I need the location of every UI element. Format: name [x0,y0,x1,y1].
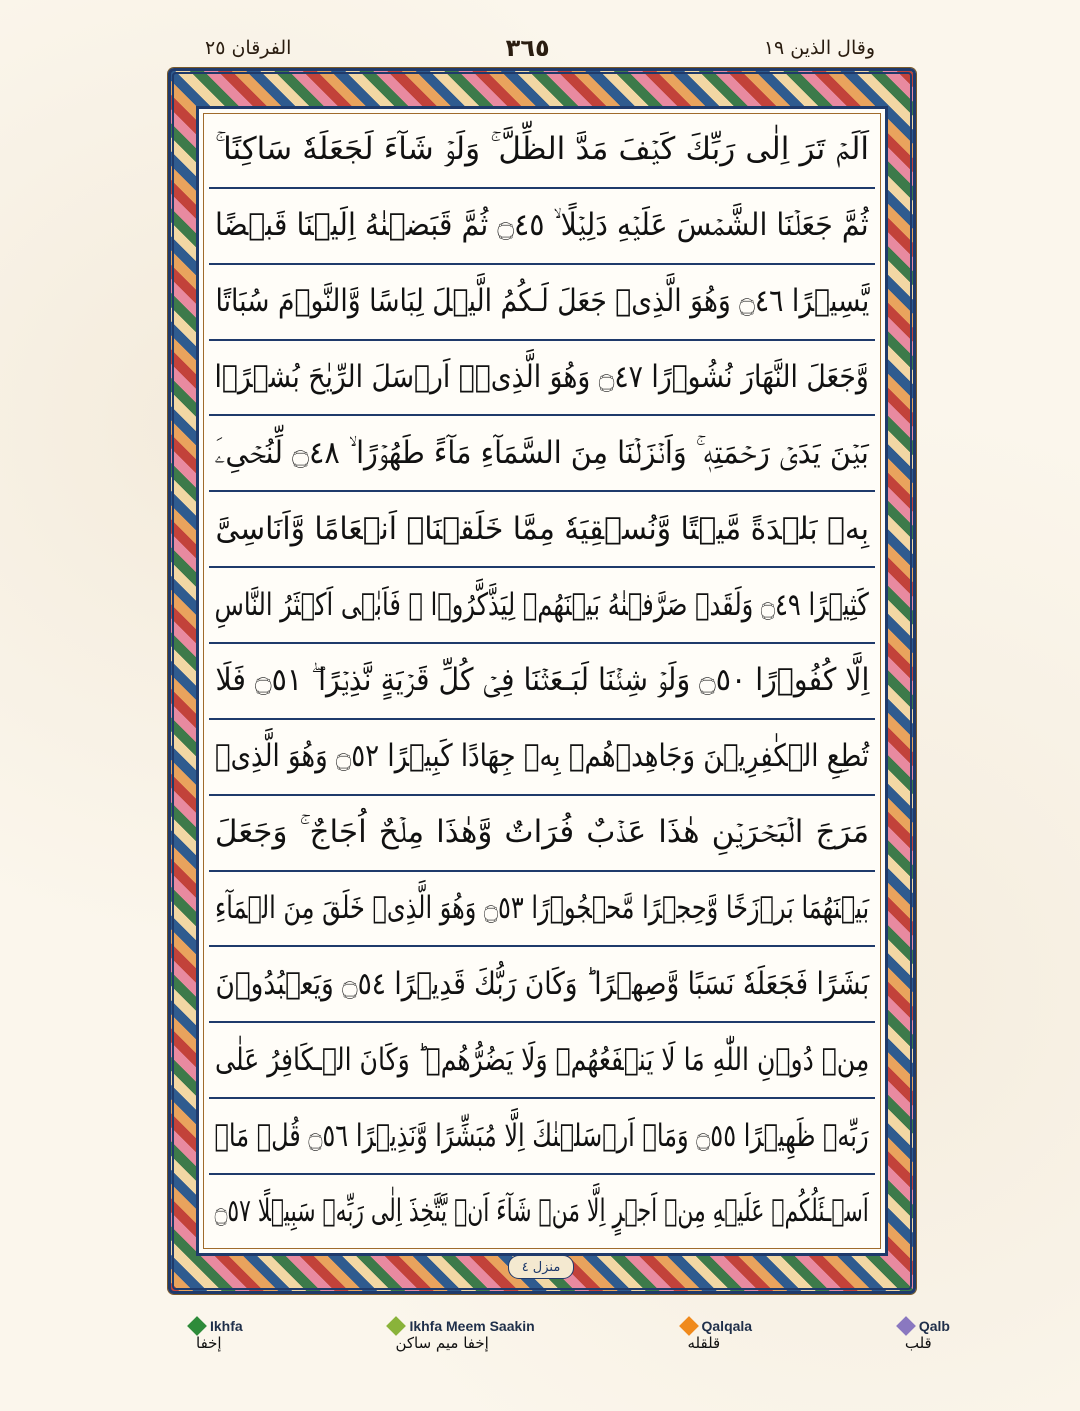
verse-line: ثُمَّ جَعَلۡنَا الشَّمۡسَ عَلَيۡهِ دَلِيۡلًا ۙ ۝٤٥ ثُمَّ قَبَضۡنٰهُ اِلَيۡنَا قَبۡضًا [209,189,875,265]
verse-line: بِهٖ بَلۡدَةً مَّيۡتًا وَّنُسۡقِيَهٗ مِمَّا خَلَقۡنَاۤ اَنۡعَامًا وَّاَنَاسِىَّ [209,492,875,568]
page-header [205,28,875,68]
surah-name: الفرقان ٢٥ [205,37,292,59]
verse-line: اَسۡـئَلُكُمۡ عَلَيۡهِ مِنۡ اَجۡرٍ اِلَّا مَنۡ شَآءَ اَنۡ يَّتَّخِذَ اِلٰى رَبِّهٖ سَبِيۡلًا ۝٥٧ [214,1193,870,1230]
legend-item-ikhfa-meem-saakin: Ikhfa Meem Saakin إخفا ميم ساكن [389,1318,534,1398]
manzil-marker: منزل ٤ [508,1255,574,1279]
verse-line: مِنۡ دُوۡنِ اللّٰهِ مَا لَا يَنۡفَعُهُمۡ وَلَا يَضُرُّهُمۡ ؕ وَكَانَ الۡـكَافِرُ عَلٰى [209,1023,875,1099]
verse-line: بَيۡنَ يَدَىۡ رَحۡمَتِهٖ ۚ وَاَنۡزَلۡنَا مِنَ السَّمَآءِ مَآءً طَهُوۡرًا ۙ ۝٤٨ لِّنُحۡیِۦَ [209,416,875,492]
verse-line: بَشَرًا فَجَعَلَهٗ نَسَبًا وَّصِهۡرًا ؕ وَكَانَ رَبُّكَ قَدِيۡرًا ۝٥٤ وَيَعۡبُدُوۡنَ [209,947,875,1023]
diamond-icon [896,1316,916,1336]
verse-line: وَّجَعَلَ النَّهَارَ نُشُوۡرًا ۝٤٧ وَهُوَ الَّذِىۡۤ اَرۡسَلَ الرِّيٰحَ بُشۡرًۢا [209,341,875,417]
diamond-icon [187,1316,207,1336]
page-number: ٣٦٥ [505,34,550,62]
verse-line: كَثِيۡرًا ۝٤٩ وَلَقَدۡ صَرَّفۡنٰهُ بَيۡنَهُمۡ لِيَذَّكَّرُوۡا ۖ فَاَبٰۤى اَكۡثَرُ النَّاسِ [209,568,875,644]
text-panel [196,106,888,1256]
verse-line: يَّسِيۡرًا ۝٤٦ وَهُوَ الَّذِىۡ جَعَلَ لَـكُمُ الَّيۡلَ لِبَاسًا وَّالنَّوۡمَ سُبَاتًا [209,265,875,341]
tajweed-legend [190,1318,950,1398]
legend-item-ikhfa: Ikhfa إخفا [190,1318,243,1398]
verse-lines [209,113,875,1249]
verse-line: اَلَمۡ تَرَ اِلٰى رَبِّكَ كَيۡفَ مَدَّ الظِّلَّ ۚ وَلَوۡ شَآءَ لَجَعَلَهٗ سَاكِنًا ۚ [209,113,875,189]
legend-item-qalqala: Qalqala قلقله [682,1318,753,1398]
verse-line: تُطِعِ الۡكٰفِرِيۡنَ وَجَاهِدۡهُمۡ بِهٖ جِهَادًا كَبِيۡرًا ۝٥٢ وَهُوَ الَّذِىۡ [209,720,875,796]
legend-item-qalb: Qalb قلب [899,1318,950,1398]
verse-line: رَبِّهٖ ظَهِيۡرًا ۝٥٥ وَمَاۤ اَرۡسَلۡنٰكَ اِلَّا مُبَشِّرًا وَّنَذِيۡرًا ۝٥٦ قُلۡ مَاۤ [209,1099,875,1175]
verse-line: مَرَجَ الۡبَحۡرَيۡنِ هٰذَا عَذۡبٌ فُرَاتٌ وَّهٰذَا مِلۡحٌ اُجَاجٌ ۚ وَجَعَلَ [209,796,875,872]
diamond-icon [679,1316,699,1336]
diamond-icon [387,1316,407,1336]
verse-line: اِلَّا كُفُوۡرًا ۝٥٠ وَلَوۡ شِئۡنَا لَبَـعَثۡنَا فِىۡ كُلِّ قَرۡيَةٍ نَّذِيۡرًا ۖ ۝٥١ فَلَا [209,644,875,720]
juz-name: وقال الذين ١٩ [763,37,875,59]
verse-line: بَيۡنَهُمَا بَرۡزَخًا وَّحِجۡرًا مَّحۡجُوۡرًا ۝٥٣ وَهُوَ الَّذِىۡ خَلَقَ مِنَ الۡمَآءِ [209,872,875,948]
